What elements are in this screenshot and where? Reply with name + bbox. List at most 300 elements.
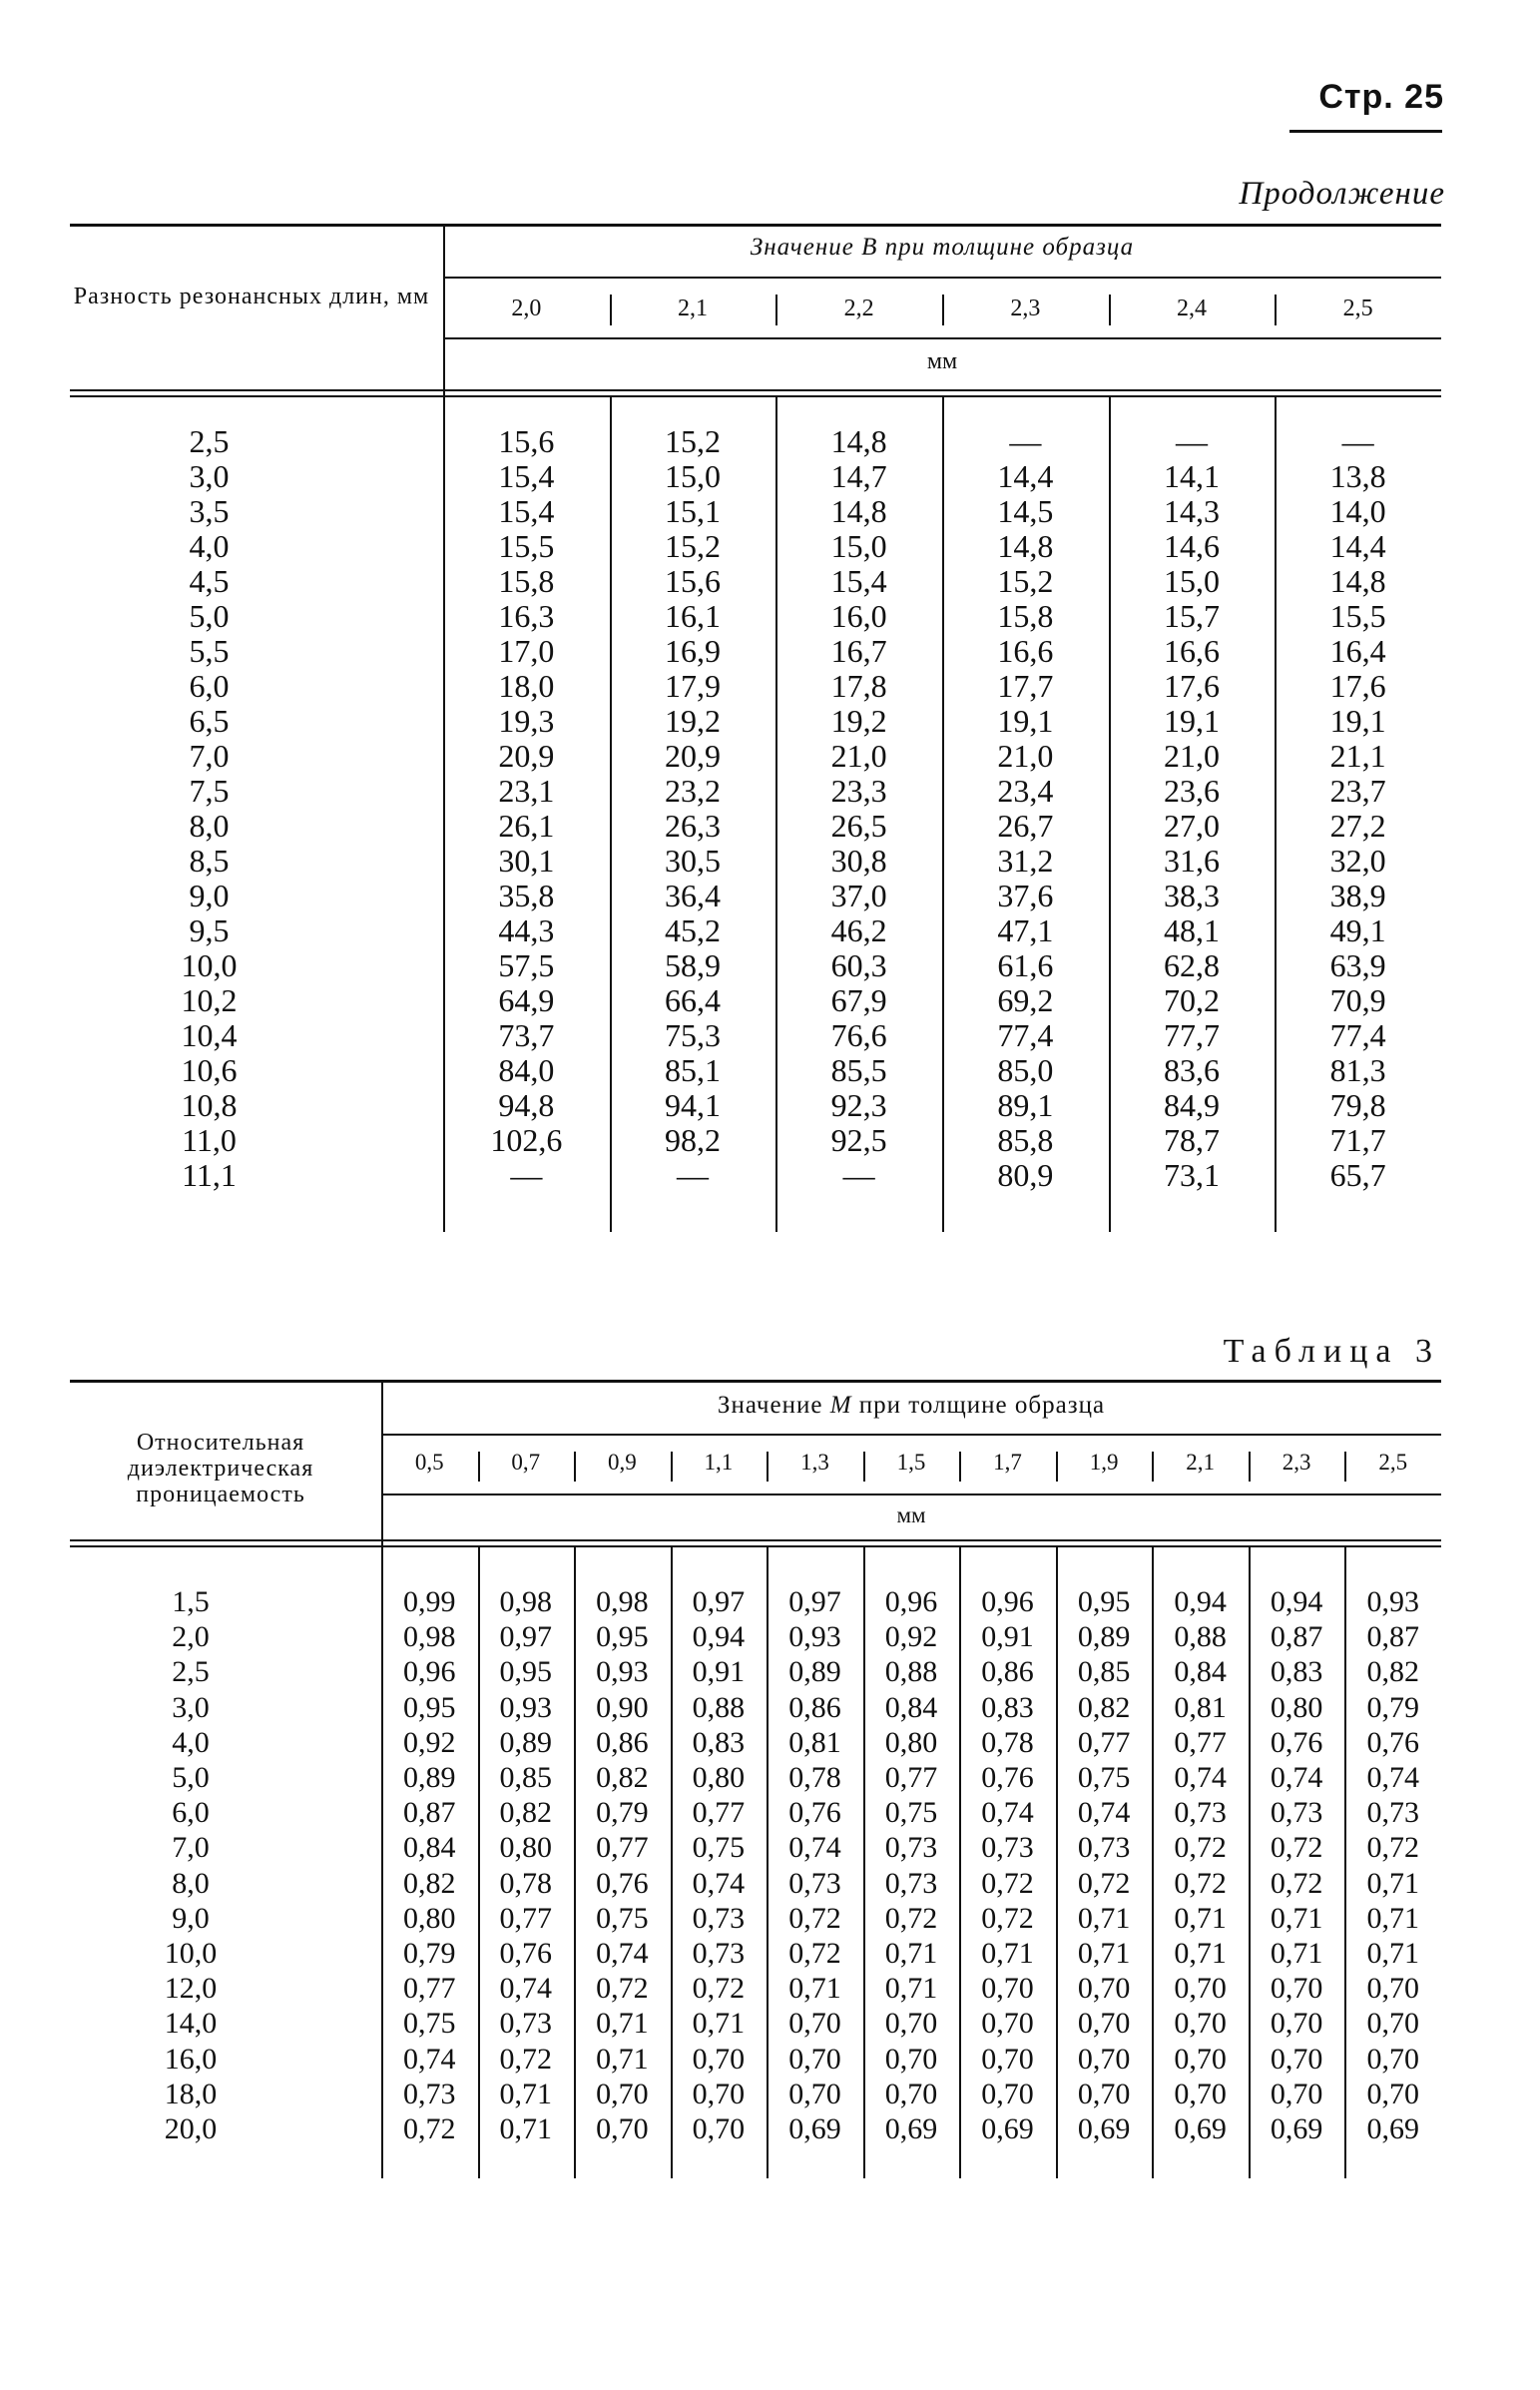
table-cell: 16,4 xyxy=(1329,633,1386,669)
group-header xyxy=(443,234,1441,262)
table-cell: 0,75 xyxy=(403,2007,456,2041)
table-cell: 0,84 xyxy=(884,1690,938,1724)
table-cell: 19,2 xyxy=(830,703,887,739)
table-cell: 0,74 xyxy=(1270,1761,1323,1794)
table-cell: 19,1 xyxy=(1163,703,1220,739)
row-label: 18,0 xyxy=(164,2077,218,2110)
table-cell: 0,74 xyxy=(692,1866,746,1900)
table-cell: 89,1 xyxy=(997,1087,1054,1123)
table-cell: 0,77 xyxy=(692,1796,746,1830)
table-cell: 0,74 xyxy=(1366,1761,1419,1794)
table-cell: 57,5 xyxy=(498,947,555,983)
table-cell: 15,7 xyxy=(1163,598,1220,634)
table-cell: 0,70 xyxy=(788,2042,841,2076)
table-cell: 70,9 xyxy=(1329,982,1386,1018)
table-cell: 0,82 xyxy=(1077,1690,1131,1724)
column-header: 2,3 xyxy=(1010,296,1041,321)
table-cell: 0,69 xyxy=(1174,2112,1227,2145)
table-cell: 0,74 xyxy=(596,1937,649,1970)
column-header: 2,4 xyxy=(1176,296,1207,321)
row-label: 10,4 xyxy=(181,1017,238,1053)
table-cell: 62,8 xyxy=(1163,947,1220,983)
table-cell: 0,70 xyxy=(981,2007,1034,2041)
table-cell: 0,87 xyxy=(403,1796,456,1830)
table-cell: 0,76 xyxy=(1270,1725,1323,1759)
table-cell: 0,72 xyxy=(1174,1866,1227,1900)
table-cell: 45,2 xyxy=(664,912,721,948)
table-cell: 0,70 xyxy=(1366,2007,1419,2041)
row-label: 7,0 xyxy=(172,1831,210,1865)
unit-label: мм xyxy=(926,348,958,374)
column-header: 2,5 xyxy=(1342,296,1373,321)
table-cell: 15,6 xyxy=(498,423,555,459)
column-header-divider xyxy=(1249,1452,1251,1482)
table-cell: 0,87 xyxy=(1366,1620,1419,1654)
column-header-divider xyxy=(1056,1452,1058,1482)
table-cell: 26,1 xyxy=(498,808,555,844)
table-cell: 0,91 xyxy=(981,1620,1034,1654)
group-header-rule xyxy=(381,1434,1441,1436)
table-cell: 15,2 xyxy=(997,563,1054,599)
table-cell: 61,6 xyxy=(997,947,1054,983)
table-cell: 70,2 xyxy=(1163,982,1220,1018)
header-rule-b xyxy=(70,1545,1441,1547)
table-cell: 75,3 xyxy=(664,1017,721,1053)
column-header-divider xyxy=(767,1452,769,1482)
row-label: 3,0 xyxy=(172,1690,210,1724)
table-cell: 78,7 xyxy=(1163,1122,1220,1158)
table-cell: 0,86 xyxy=(788,1690,841,1724)
column-header-divider xyxy=(478,1452,480,1482)
table-cell: 0,84 xyxy=(1174,1655,1227,1689)
table-cell: 15,4 xyxy=(498,493,555,529)
row-label: 8,0 xyxy=(172,1866,210,1900)
table-cell: 0,71 xyxy=(1077,1901,1131,1935)
row-label: 12,0 xyxy=(164,1972,218,2006)
table-cell: 0,82 xyxy=(403,1866,456,1900)
column-header: 0,5 xyxy=(414,1450,444,1475)
table-cell: 0,78 xyxy=(788,1761,841,1794)
table-cell: 0,70 xyxy=(1077,2077,1131,2110)
table-cell: 0,70 xyxy=(1174,1972,1227,2006)
table-cell: 0,97 xyxy=(692,1585,746,1618)
table-cell: 0,73 xyxy=(884,1866,938,1900)
table-cell: 38,3 xyxy=(1163,878,1220,913)
table-cell: 0,75 xyxy=(596,1901,649,1935)
table-cell: 19,1 xyxy=(997,703,1054,739)
table-cell: 0,70 xyxy=(1077,2007,1131,2041)
table-cell: 21,0 xyxy=(830,738,887,774)
table-cell: 0,76 xyxy=(596,1866,649,1900)
table-cell: 14,7 xyxy=(830,458,887,494)
table-cell: 0,71 xyxy=(884,1972,938,2006)
table-cell: 0,70 xyxy=(981,2077,1034,2110)
table-cell: 18,0 xyxy=(498,668,555,704)
table-cell: 0,77 xyxy=(499,1901,553,1935)
unit-rule xyxy=(381,1494,1441,1495)
row-label: 10,0 xyxy=(164,1937,218,1970)
table-cell: 26,5 xyxy=(830,808,887,844)
table-cell: 0,71 xyxy=(884,1937,938,1970)
table-cell: 65,7 xyxy=(1329,1157,1386,1193)
table-cell: 0,70 xyxy=(692,2112,746,2145)
table-cell: 15,5 xyxy=(1329,598,1386,634)
table-cell: 0,70 xyxy=(1366,2042,1419,2076)
table-cell: 0,70 xyxy=(788,2077,841,2110)
column-header: 2,1 xyxy=(677,296,708,321)
table-cell: 23,3 xyxy=(830,773,887,809)
table-cell: 85,1 xyxy=(664,1052,721,1088)
group-header-part: при толщине образца xyxy=(851,1392,1106,1419)
table-cell: 0,79 xyxy=(403,1937,456,1970)
table-cell: 0,93 xyxy=(1366,1585,1419,1618)
table-cell: 17,0 xyxy=(498,633,555,669)
table-cell: 0,72 xyxy=(788,1937,841,1970)
row-header: Относительная диэлектрическая проницаемость xyxy=(127,1430,314,1507)
column-header: 0,7 xyxy=(511,1450,541,1475)
column-header: 2,0 xyxy=(511,296,542,321)
table-cell: 0,96 xyxy=(884,1585,938,1618)
table-cell: 17,7 xyxy=(997,668,1054,704)
table-cell: 0,69 xyxy=(884,2112,938,2145)
table-cell: 0,69 xyxy=(1077,2112,1131,2145)
table-cell: 0,77 xyxy=(596,1831,649,1865)
row-label: 1,5 xyxy=(172,1585,210,1618)
table-cell: 14,8 xyxy=(997,528,1054,564)
column-header-divider xyxy=(1344,1452,1346,1482)
table-cell: 0,77 xyxy=(1077,1725,1131,1759)
table-cell: 37,6 xyxy=(997,878,1054,913)
table-cell: 0,94 xyxy=(1174,1585,1227,1618)
row-label: 7,0 xyxy=(189,738,230,774)
table-cell: 0,70 xyxy=(981,1972,1034,2006)
table-cell: 14,8 xyxy=(830,423,887,459)
table-cell: 23,7 xyxy=(1329,773,1386,809)
table-cell: 20,9 xyxy=(664,738,721,774)
table-cell: 64,9 xyxy=(498,982,555,1018)
row-label: 9,0 xyxy=(172,1901,210,1935)
table-cell: 77,4 xyxy=(1329,1017,1386,1053)
table-cell: 0,72 xyxy=(884,1901,938,1935)
row-header: Разность резонансных длин, мм xyxy=(73,284,430,309)
group-header-part: Значение xyxy=(717,1392,830,1419)
column-header: 1,7 xyxy=(993,1450,1022,1475)
column-header-divider xyxy=(1152,1452,1154,1482)
row-label: 5,0 xyxy=(172,1761,210,1794)
table-cell: 0,71 xyxy=(596,2007,649,2041)
table-cell: 76,6 xyxy=(830,1017,887,1053)
table-cell: 0,96 xyxy=(403,1655,456,1689)
table-cell: 0,80 xyxy=(1270,1690,1323,1724)
table-cell: 19,3 xyxy=(498,703,555,739)
table-cell: 0,89 xyxy=(403,1761,456,1794)
table-cell: 32,0 xyxy=(1329,843,1386,879)
row-label: 6,0 xyxy=(172,1796,210,1830)
table-cell: — xyxy=(842,1157,875,1193)
table-cell: 0,82 xyxy=(1366,1655,1419,1689)
table-cell: 0,80 xyxy=(403,1901,456,1935)
table-cell: 0,88 xyxy=(1174,1620,1227,1654)
row-label: 6,0 xyxy=(189,668,230,704)
table-cell: — xyxy=(1341,423,1374,459)
table-cell: 0,70 xyxy=(692,2042,746,2076)
table-cell: 15,8 xyxy=(498,563,555,599)
row-label: 2,0 xyxy=(172,1620,210,1654)
table-cell: 20,9 xyxy=(498,738,555,774)
table-cell: 83,6 xyxy=(1163,1052,1220,1088)
table-cell: 92,3 xyxy=(830,1087,887,1123)
column-header: 2,3 xyxy=(1282,1450,1311,1475)
table-cell: 0,73 xyxy=(1270,1796,1323,1830)
table-cell: 0,74 xyxy=(499,1972,553,2006)
table-cell: 0,73 xyxy=(1174,1796,1227,1830)
table-cell: 0,73 xyxy=(788,1866,841,1900)
table-cell: 0,83 xyxy=(981,1690,1034,1724)
table-cell: 0,71 xyxy=(1270,1901,1323,1935)
row-label: 20,0 xyxy=(164,2112,218,2145)
table-cell: 0,70 xyxy=(884,2042,938,2076)
table-cell: 0,83 xyxy=(692,1725,746,1759)
table-cell: 23,1 xyxy=(498,773,555,809)
table-cell: 98,2 xyxy=(664,1122,721,1158)
table-cell: 0,89 xyxy=(499,1725,553,1759)
row-label: 5,0 xyxy=(189,598,230,634)
row-label: 3,5 xyxy=(189,493,230,529)
table-cell: 0,70 xyxy=(1174,2077,1227,2110)
table-cell: 0,74 xyxy=(403,2042,456,2076)
table-cell: 0,70 xyxy=(1366,1972,1419,2006)
table-cell: 14,3 xyxy=(1163,493,1220,529)
table-cell: 71,7 xyxy=(1329,1122,1386,1158)
table-cell: 14,1 xyxy=(1163,458,1220,494)
column-header: 1,5 xyxy=(896,1450,926,1475)
table-cell: 94,1 xyxy=(664,1087,721,1123)
table-cell: 0,73 xyxy=(884,1831,938,1865)
table-cell: 0,72 xyxy=(788,1901,841,1935)
page-number: Стр. 25 xyxy=(1318,78,1444,116)
table-cell: 14,8 xyxy=(1329,563,1386,599)
table-cell: 0,88 xyxy=(692,1690,746,1724)
table-cell: 67,9 xyxy=(830,982,887,1018)
table-cell: 94,8 xyxy=(498,1087,555,1123)
table-cell: 0,75 xyxy=(884,1796,938,1830)
table-cell: 16,3 xyxy=(498,598,555,634)
table-cell: 0,70 xyxy=(1270,1972,1323,2006)
table-cell: 0,99 xyxy=(403,1585,456,1618)
table-cell: 21,0 xyxy=(1163,738,1220,774)
page-number-rule xyxy=(1289,130,1442,133)
table-cell: 0,77 xyxy=(403,1972,456,2006)
row-label: 4,0 xyxy=(189,528,230,564)
table-cell: 85,0 xyxy=(997,1052,1054,1088)
table-cell: 19,1 xyxy=(1329,703,1386,739)
table-cell: 73,1 xyxy=(1163,1157,1220,1193)
row-label: 10,2 xyxy=(181,982,238,1018)
table-cell: 58,9 xyxy=(664,947,721,983)
row-label: 4,5 xyxy=(189,563,230,599)
table-cell: 0,76 xyxy=(1366,1725,1419,1759)
table-cell: 69,2 xyxy=(997,982,1054,1018)
table-cell: 66,4 xyxy=(664,982,721,1018)
table-cell: 35,8 xyxy=(498,878,555,913)
group-header-part: Значение xyxy=(750,234,862,261)
table-cell: 0,70 xyxy=(884,2077,938,2110)
table-cell: 23,2 xyxy=(664,773,721,809)
table-cell: 0,70 xyxy=(1174,2042,1227,2076)
table-cell: 0,70 xyxy=(596,2112,649,2145)
table-cell: 0,78 xyxy=(499,1866,553,1900)
row-label: 8,5 xyxy=(189,843,230,879)
group-header-part: при толщине образца xyxy=(877,234,1135,261)
table-cell: 0,70 xyxy=(1366,2077,1419,2110)
table-cell: 0,93 xyxy=(788,1620,841,1654)
table-cell: 0,69 xyxy=(788,2112,841,2145)
table-cell: 14,8 xyxy=(830,493,887,529)
table-cell: 0,80 xyxy=(884,1725,938,1759)
table-cell: 0,72 xyxy=(981,1866,1034,1900)
continuation-label: Продолжение xyxy=(1239,176,1445,212)
table-cell: 16,0 xyxy=(830,598,887,634)
table-cell: 0,71 xyxy=(499,2077,553,2110)
table-cell: 15,1 xyxy=(664,493,721,529)
column-header: 2,2 xyxy=(843,296,874,321)
table-cell: 37,0 xyxy=(830,878,887,913)
header-rule-a xyxy=(70,1539,1441,1541)
table-cell: 0,92 xyxy=(884,1620,938,1654)
table-cell: 0,72 xyxy=(1270,1866,1323,1900)
table-cell: 60,3 xyxy=(830,947,887,983)
table-cell: 0,81 xyxy=(788,1725,841,1759)
table-cell: 21,1 xyxy=(1329,738,1386,774)
table-cell: 0,94 xyxy=(1270,1585,1323,1618)
table-cell: 0,90 xyxy=(596,1690,649,1724)
table-cell: 14,0 xyxy=(1329,493,1386,529)
table-cell: 0,71 xyxy=(692,2007,746,2041)
table-cell: 13,8 xyxy=(1329,458,1386,494)
table-cell: 0,69 xyxy=(981,2112,1034,2145)
table-cell: 0,71 xyxy=(1366,1901,1419,1935)
table-cell: 73,7 xyxy=(498,1017,555,1053)
table-cell: 77,4 xyxy=(997,1017,1054,1053)
table-cell: 47,1 xyxy=(997,912,1054,948)
table-cell: — xyxy=(510,1157,543,1193)
column-header-divider xyxy=(1109,295,1111,325)
table-cell: 15,2 xyxy=(664,528,721,564)
table-cell: 0,74 xyxy=(1077,1796,1131,1830)
row-label: 2,5 xyxy=(189,423,230,459)
table-cell: 0,72 xyxy=(692,1972,746,2006)
table-cell: 0,71 xyxy=(1366,1866,1419,1900)
table-cell: 0,71 xyxy=(1174,1901,1227,1935)
table-cell: 79,8 xyxy=(1329,1087,1386,1123)
table-3-caption: Таблица 3 xyxy=(1223,1333,1440,1370)
table-cell: 0,74 xyxy=(981,1796,1034,1830)
table-cell: 14,5 xyxy=(997,493,1054,529)
table-cell: 0,72 xyxy=(403,2112,456,2145)
table-cell: 0,74 xyxy=(1174,1761,1227,1794)
row-label: 4,0 xyxy=(172,1725,210,1759)
table-cell: 0,70 xyxy=(981,2042,1034,2076)
row-label: 2,5 xyxy=(172,1655,210,1689)
table-cell: 0,72 xyxy=(1174,1831,1227,1865)
table-cell: 84,0 xyxy=(498,1052,555,1088)
table-cell: 16,6 xyxy=(1163,633,1220,669)
table-cell: 21,0 xyxy=(997,738,1054,774)
table-cell: 77,7 xyxy=(1163,1017,1220,1053)
table-cell: 0,69 xyxy=(1270,2112,1323,2145)
table-cell: 0,85 xyxy=(499,1761,553,1794)
table-cell: 0,70 xyxy=(884,2007,938,2041)
table-cell: 31,6 xyxy=(1163,843,1220,879)
table-cell: 0,95 xyxy=(403,1690,456,1724)
table-cell: 0,97 xyxy=(499,1620,553,1654)
table-cell: 0,70 xyxy=(692,2077,746,2110)
table-cell: 0,92 xyxy=(403,1725,456,1759)
column-header-divider xyxy=(863,1452,865,1482)
table-cell: 15,4 xyxy=(830,563,887,599)
table-cell: 15,6 xyxy=(664,563,721,599)
table-cell: 15,0 xyxy=(664,458,721,494)
table-cell: — xyxy=(676,1157,709,1193)
table-cell: 0,82 xyxy=(499,1796,553,1830)
table-cell: 0,93 xyxy=(596,1655,649,1689)
table-cell: 36,4 xyxy=(664,878,721,913)
table-cell: 0,77 xyxy=(884,1761,938,1794)
column-header-divider xyxy=(942,295,944,325)
table-cell: 0,71 xyxy=(596,2042,649,2076)
table-cell: 46,2 xyxy=(830,912,887,948)
table-cell: 17,6 xyxy=(1163,668,1220,704)
table-cell: 0,81 xyxy=(1174,1690,1227,1724)
group-header-rule xyxy=(443,277,1441,279)
table-cell: 0,94 xyxy=(692,1620,746,1654)
table-cell: — xyxy=(1175,423,1208,459)
table-cell: 0,88 xyxy=(884,1655,938,1689)
table-cell: 0,76 xyxy=(499,1937,553,1970)
table-cell: 0,72 xyxy=(1270,1831,1323,1865)
row-label: 8,0 xyxy=(189,808,230,844)
table-cell: 102,6 xyxy=(490,1122,563,1158)
table-cell: 0,71 xyxy=(788,1972,841,2006)
table-cell: 0,91 xyxy=(692,1655,746,1689)
top-rule xyxy=(70,224,1441,227)
table-cell: 0,70 xyxy=(1270,2007,1323,2041)
table-cell: 0,71 xyxy=(1270,1937,1323,1970)
group-header-part: B xyxy=(861,234,878,261)
column-header: 1,9 xyxy=(1089,1450,1119,1475)
table-cell: 0,70 xyxy=(1270,2042,1323,2076)
column-header: 2,5 xyxy=(1378,1450,1408,1475)
row-label: 5,5 xyxy=(189,633,230,669)
table-cell: 0,87 xyxy=(1270,1620,1323,1654)
top-rule xyxy=(70,1380,1441,1383)
table-cell: 23,4 xyxy=(997,773,1054,809)
table-cell: 16,1 xyxy=(664,598,721,634)
table-cell: 30,8 xyxy=(830,843,887,879)
row-label: 10,6 xyxy=(181,1052,238,1088)
group-header-part: M xyxy=(829,1392,852,1419)
column-header: 0,9 xyxy=(607,1450,637,1475)
table-cell: 92,5 xyxy=(830,1122,887,1158)
table-cell: 0,72 xyxy=(981,1901,1034,1935)
table-cell: 0,83 xyxy=(1270,1655,1323,1689)
row-label: 6,5 xyxy=(189,703,230,739)
table-cell: 27,2 xyxy=(1329,808,1386,844)
table-cell: 0,78 xyxy=(981,1725,1034,1759)
unit-label: мм xyxy=(896,1502,926,1527)
unit-rule xyxy=(443,337,1441,339)
row-label: 7,5 xyxy=(189,773,230,809)
